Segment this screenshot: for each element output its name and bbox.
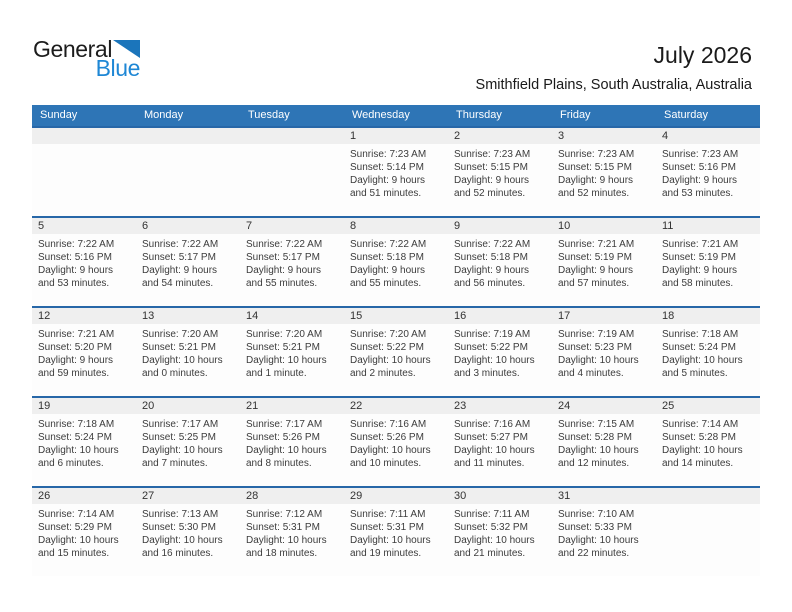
weekday-friday: Friday <box>560 109 591 121</box>
calendar-day-cell <box>448 308 552 396</box>
day-number: 13 <box>142 310 155 322</box>
sunrise-text: Sunrise: 7:12 AM <box>246 509 323 520</box>
day-details <box>142 414 236 470</box>
sunrise-text: Sunrise: 7:22 AM <box>350 239 427 250</box>
day-details <box>454 324 548 380</box>
daylight-text: Daylight: 9 hours and 55 minutes. <box>350 265 426 289</box>
sunset-text: Sunset: 5:31 PM <box>350 522 424 533</box>
calendar-day-cell <box>448 128 552 216</box>
day-details <box>558 504 652 560</box>
sunset-text: Sunset: 5:25 PM <box>142 432 216 443</box>
calendar-day-cell <box>32 218 136 306</box>
daylight-text: Daylight: 9 hours and 51 minutes. <box>350 175 426 199</box>
sunset-text: Sunset: 5:21 PM <box>142 342 216 353</box>
sunset-text: Sunset: 5:28 PM <box>558 432 632 443</box>
day-details <box>38 234 132 290</box>
sunset-text: Sunset: 5:18 PM <box>350 252 424 263</box>
sunset-text: Sunset: 5:22 PM <box>350 342 424 353</box>
daylight-text: Daylight: 9 hours and 59 minutes. <box>38 355 114 379</box>
daylight-text: Daylight: 10 hours and 12 minutes. <box>558 445 639 469</box>
daylight-text: Daylight: 9 hours and 56 minutes. <box>454 265 530 289</box>
calendar-day-cell <box>240 128 344 216</box>
calendar-day-cell <box>136 398 240 486</box>
sunset-text: Sunset: 5:33 PM <box>558 522 632 533</box>
calendar-day-cell <box>448 398 552 486</box>
daylight-text: Daylight: 9 hours and 55 minutes. <box>246 265 322 289</box>
sunrise-text: Sunrise: 7:17 AM <box>142 419 219 430</box>
day-details <box>662 414 756 470</box>
day-number: 24 <box>558 400 571 412</box>
day-number: 18 <box>662 310 675 322</box>
sunrise-text: Sunrise: 7:11 AM <box>454 509 530 520</box>
sunset-text: Sunset: 5:26 PM <box>246 432 320 443</box>
sunrise-text: Sunrise: 7:20 AM <box>246 329 323 340</box>
calendar-day-cell <box>552 308 656 396</box>
week-row-2 <box>32 216 760 306</box>
sunset-text: Sunset: 5:20 PM <box>38 342 112 353</box>
day-details <box>38 414 132 470</box>
sunrise-text: Sunrise: 7:15 AM <box>558 419 635 430</box>
day-details <box>558 324 652 380</box>
daylight-text: Daylight: 10 hours and 0 minutes. <box>142 355 223 379</box>
sunrise-text: Sunrise: 7:18 AM <box>662 329 739 340</box>
calendar-day-cell <box>344 488 448 576</box>
calendar-day-cell <box>240 398 344 486</box>
sunrise-text: Sunrise: 7:16 AM <box>454 419 531 430</box>
daylight-text: Daylight: 10 hours and 14 minutes. <box>662 445 743 469</box>
day-details <box>246 234 340 290</box>
sunset-text: Sunset: 5:14 PM <box>350 162 424 173</box>
sunset-text: Sunset: 5:24 PM <box>38 432 112 443</box>
day-number <box>142 128 236 144</box>
calendar-day-cell <box>32 398 136 486</box>
day-number: 6 <box>142 220 149 232</box>
daylight-text: Daylight: 10 hours and 18 minutes. <box>246 535 327 559</box>
daylight-text: Daylight: 9 hours and 57 minutes. <box>558 265 634 289</box>
sunset-text: Sunset: 5:28 PM <box>662 432 736 443</box>
daylight-text: Daylight: 10 hours and 21 minutes. <box>454 535 535 559</box>
week-row-1 <box>32 126 760 216</box>
day-details <box>454 234 548 290</box>
day-number: 23 <box>454 400 467 412</box>
sunset-text: Sunset: 5:29 PM <box>38 522 112 533</box>
day-details <box>662 144 756 200</box>
sunset-text: Sunset: 5:15 PM <box>558 162 632 173</box>
day-details <box>454 414 548 470</box>
sunrise-text: Sunrise: 7:20 AM <box>350 329 427 340</box>
weekday-tuesday: Tuesday <box>248 109 290 121</box>
calendar-day-cell <box>552 398 656 486</box>
daylight-text: Daylight: 9 hours and 58 minutes. <box>662 265 738 289</box>
day-details <box>350 144 444 200</box>
day-details <box>350 324 444 380</box>
daylight-text: Daylight: 10 hours and 11 minutes. <box>454 445 535 469</box>
sunrise-text: Sunrise: 7:23 AM <box>662 149 739 160</box>
calendar-day-cell <box>136 128 240 216</box>
daylight-text: Daylight: 10 hours and 5 minutes. <box>662 355 743 379</box>
day-number: 9 <box>454 220 461 232</box>
day-number: 10 <box>558 220 571 232</box>
weekday-sunday: Sunday <box>40 109 78 121</box>
day-details <box>142 324 236 380</box>
day-details <box>558 144 652 200</box>
week-row-3 <box>32 306 760 396</box>
calendar-day-cell <box>344 308 448 396</box>
day-details <box>350 414 444 470</box>
sunset-text: Sunset: 5:16 PM <box>38 252 112 263</box>
sunset-text: Sunset: 5:26 PM <box>350 432 424 443</box>
daylight-text: Daylight: 9 hours and 53 minutes. <box>662 175 738 199</box>
calendar-day-cell <box>240 218 344 306</box>
sunrise-text: Sunrise: 7:19 AM <box>454 329 531 340</box>
day-details <box>38 324 132 380</box>
sunrise-text: Sunrise: 7:22 AM <box>142 239 219 250</box>
calendar-day-cell <box>656 398 760 486</box>
daylight-text: Daylight: 10 hours and 15 minutes. <box>38 535 119 559</box>
general-blue-logo <box>33 36 140 82</box>
calendar-day-cell <box>656 308 760 396</box>
day-number: 3 <box>558 130 565 142</box>
calendar-day-cell <box>136 308 240 396</box>
calendar-day-cell <box>448 488 552 576</box>
daylight-text: Daylight: 9 hours and 53 minutes. <box>38 265 114 289</box>
daylight-text: Daylight: 9 hours and 52 minutes. <box>454 175 530 199</box>
daylight-text: Daylight: 10 hours and 22 minutes. <box>558 535 639 559</box>
calendar-day-cell <box>32 488 136 576</box>
day-number: 29 <box>350 490 363 502</box>
day-number: 28 <box>246 490 259 502</box>
day-number: 20 <box>142 400 155 412</box>
day-details <box>38 504 132 560</box>
sunset-text: Sunset: 5:21 PM <box>246 342 320 353</box>
daylight-text: Daylight: 10 hours and 4 minutes. <box>558 355 639 379</box>
calendar-day-cell <box>448 218 552 306</box>
day-number: 4 <box>662 130 669 142</box>
day-number: 19 <box>38 400 51 412</box>
logo-text-blue: Blue <box>95 55 141 81</box>
day-number: 8 <box>350 220 357 232</box>
sunset-text: Sunset: 5:30 PM <box>142 522 216 533</box>
day-details <box>142 504 236 560</box>
calendar-day-cell <box>656 218 760 306</box>
sunrise-text: Sunrise: 7:22 AM <box>454 239 531 250</box>
daylight-text: Daylight: 10 hours and 16 minutes. <box>142 535 223 559</box>
daylight-text: Daylight: 9 hours and 54 minutes. <box>142 265 218 289</box>
sunrise-text: Sunrise: 7:23 AM <box>558 149 635 160</box>
sunrise-text: Sunrise: 7:23 AM <box>454 149 531 160</box>
daylight-text: Daylight: 10 hours and 3 minutes. <box>454 355 535 379</box>
day-number: 27 <box>142 490 155 502</box>
day-number: 25 <box>662 400 675 412</box>
sunrise-text: Sunrise: 7:14 AM <box>662 419 739 430</box>
calendar-day-cell <box>240 308 344 396</box>
day-details <box>142 234 236 290</box>
sunset-text: Sunset: 5:27 PM <box>454 432 528 443</box>
day-number: 16 <box>454 310 467 322</box>
sunrise-text: Sunrise: 7:21 AM <box>558 239 635 250</box>
week-row-5 <box>32 486 760 576</box>
day-details <box>662 234 756 290</box>
sunset-text: Sunset: 5:19 PM <box>558 252 632 263</box>
daylight-text: Daylight: 10 hours and 7 minutes. <box>142 445 223 469</box>
day-details <box>38 144 132 148</box>
daylight-text: Daylight: 10 hours and 1 minute. <box>246 355 327 379</box>
day-details <box>246 144 340 148</box>
day-number: 1 <box>350 130 357 142</box>
day-number: 21 <box>246 400 259 412</box>
day-details <box>454 144 548 200</box>
sunset-text: Sunset: 5:18 PM <box>454 252 528 263</box>
day-details <box>246 324 340 380</box>
sunrise-text: Sunrise: 7:14 AM <box>38 509 115 520</box>
calendar-day-cell <box>344 398 448 486</box>
sunrise-text: Sunrise: 7:19 AM <box>558 329 635 340</box>
sunset-text: Sunset: 5:22 PM <box>454 342 528 353</box>
sunrise-text: Sunrise: 7:20 AM <box>142 329 219 340</box>
sunrise-text: Sunrise: 7:22 AM <box>246 239 323 250</box>
weekday-header-row <box>32 105 760 126</box>
month-title: July 2026 <box>653 42 752 68</box>
calendar-day-cell <box>240 488 344 576</box>
calendar-header <box>476 42 752 93</box>
sunset-text: Sunset: 5:24 PM <box>662 342 736 353</box>
calendar-day-cell <box>136 218 240 306</box>
day-details <box>350 504 444 560</box>
sunrise-text: Sunrise: 7:16 AM <box>350 419 427 430</box>
logo-text-general: General <box>33 36 113 62</box>
day-details <box>246 414 340 470</box>
calendar-day-cell <box>344 218 448 306</box>
day-details <box>350 234 444 290</box>
daylight-text: Daylight: 10 hours and 6 minutes. <box>38 445 119 469</box>
sunset-text: Sunset: 5:17 PM <box>142 252 216 263</box>
sunset-text: Sunset: 5:32 PM <box>454 522 528 533</box>
daylight-text: Daylight: 10 hours and 2 minutes. <box>350 355 431 379</box>
day-number: 14 <box>246 310 259 322</box>
day-number <box>38 128 132 144</box>
sunrise-text: Sunrise: 7:18 AM <box>38 419 115 430</box>
day-number: 30 <box>454 490 467 502</box>
day-details <box>246 504 340 560</box>
sunset-text: Sunset: 5:23 PM <box>558 342 632 353</box>
calendar-grid <box>32 105 760 576</box>
weekday-saturday: Saturday <box>664 109 709 121</box>
day-number: 12 <box>38 310 51 322</box>
daylight-text: Daylight: 10 hours and 19 minutes. <box>350 535 431 559</box>
day-number: 31 <box>558 490 571 502</box>
calendar-day-cell <box>552 218 656 306</box>
daylight-text: Daylight: 10 hours and 10 minutes. <box>350 445 431 469</box>
sunrise-text: Sunrise: 7:17 AM <box>246 419 323 430</box>
day-details <box>142 144 236 148</box>
day-details <box>454 504 548 560</box>
sunset-text: Sunset: 5:17 PM <box>246 252 320 263</box>
day-details <box>662 324 756 380</box>
weekday-monday: Monday <box>144 109 184 121</box>
day-number: 22 <box>350 400 363 412</box>
sunset-text: Sunset: 5:31 PM <box>246 522 320 533</box>
sunrise-text: Sunrise: 7:10 AM <box>558 509 635 520</box>
sunset-text: Sunset: 5:15 PM <box>454 162 528 173</box>
day-number <box>662 488 756 504</box>
calendar-day-cell <box>656 488 760 576</box>
calendar-day-cell <box>136 488 240 576</box>
weekday-thursday: Thursday <box>456 109 502 121</box>
day-number: 15 <box>350 310 363 322</box>
sunrise-text: Sunrise: 7:21 AM <box>662 239 739 250</box>
day-number: 26 <box>38 490 51 502</box>
day-number: 17 <box>558 310 571 322</box>
sunrise-text: Sunrise: 7:11 AM <box>350 509 426 520</box>
day-details <box>558 234 652 290</box>
week-row-4 <box>32 396 760 486</box>
day-number: 2 <box>454 130 461 142</box>
calendar-day-cell <box>552 488 656 576</box>
day-number: 5 <box>38 220 45 232</box>
calendar-day-cell <box>344 128 448 216</box>
day-number <box>246 128 340 144</box>
daylight-text: Daylight: 9 hours and 52 minutes. <box>558 175 634 199</box>
sunrise-text: Sunrise: 7:22 AM <box>38 239 115 250</box>
calendar-day-cell <box>656 128 760 216</box>
calendar-day-cell <box>552 128 656 216</box>
sunset-text: Sunset: 5:16 PM <box>662 162 736 173</box>
day-number: 11 <box>662 220 674 232</box>
calendar-day-cell <box>32 308 136 396</box>
weekday-wednesday: Wednesday <box>352 109 410 121</box>
sunset-text: Sunset: 5:19 PM <box>662 252 736 263</box>
day-number: 7 <box>246 220 253 232</box>
day-details <box>558 414 652 470</box>
location-subtitle: Smithfield Plains, South Australia, Australia <box>475 77 752 93</box>
sunrise-text: Sunrise: 7:13 AM <box>142 509 219 520</box>
calendar-day-cell <box>32 128 136 216</box>
day-details <box>662 504 756 508</box>
daylight-text: Daylight: 10 hours and 8 minutes. <box>246 445 327 469</box>
sunrise-text: Sunrise: 7:21 AM <box>38 329 115 340</box>
sunrise-text: Sunrise: 7:23 AM <box>350 149 427 160</box>
